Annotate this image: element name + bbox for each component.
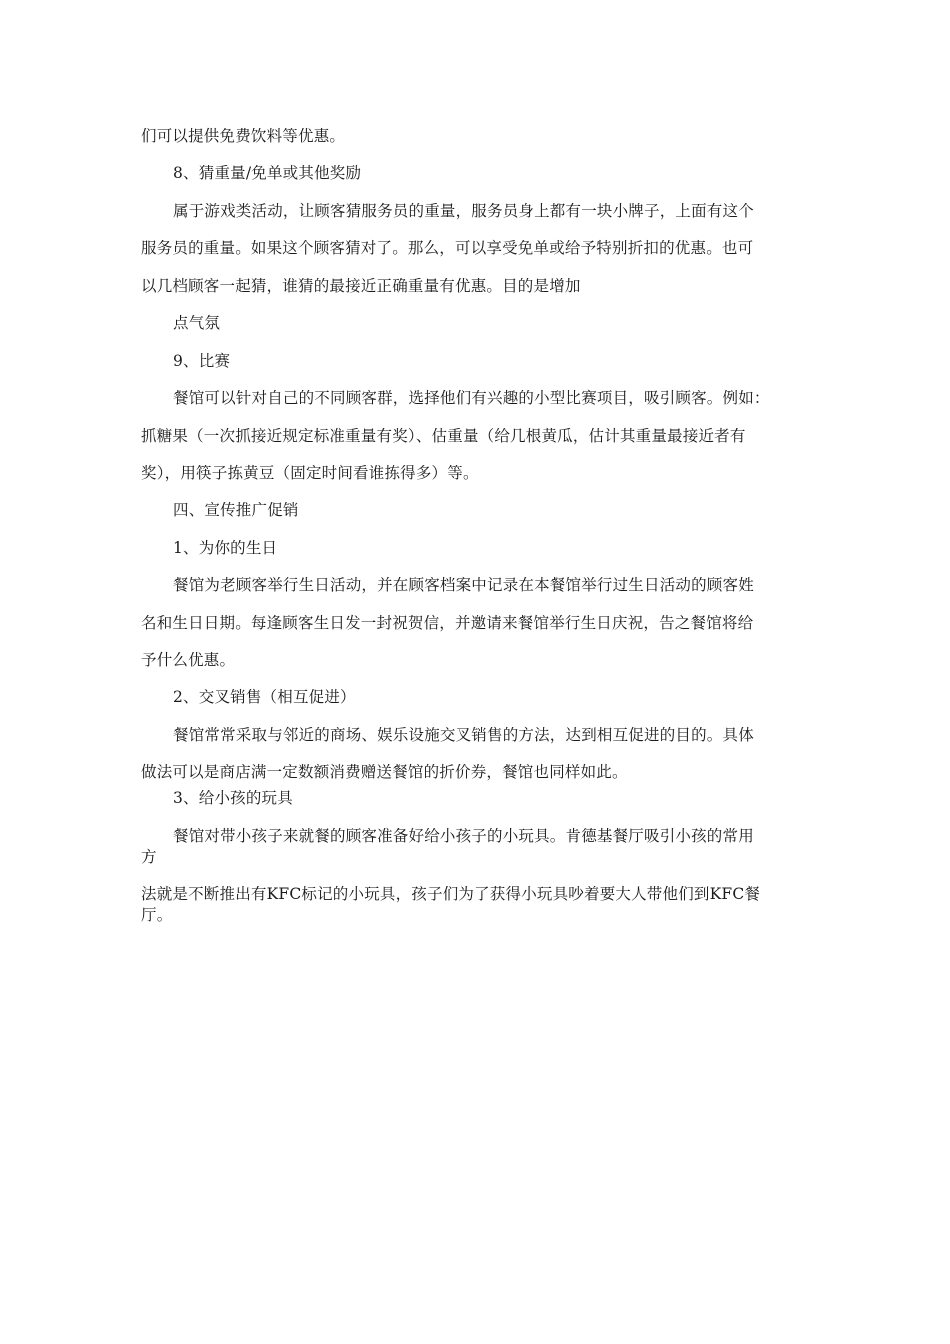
text-line: 名和生日日期。每逢顾客生日发一封祝贺信，并邀请来餐馆举行生日庆祝，告之餐馆将给 <box>141 614 754 632</box>
section-heading: 1、为你的生日 <box>173 539 278 557</box>
text-line: 做法可以是商店满一定数额消费赠送餐馆的折价券，餐馆也同样如此。 <box>141 763 628 781</box>
text-line: 们可以提供免费饮料等优惠。 <box>141 127 346 145</box>
text-line: 法就是不断推出有KFC标记的小玩具，孩子们为了获得小玩具吵着要大人带他们到KFC餐 <box>141 885 761 903</box>
section-heading: 四、宣传推广促销 <box>173 501 299 519</box>
text-line: 抓糖果（一次抓接近规定标准重量有奖）、估重量（给几根黄瓜，估计其重量最接近者有 <box>141 427 746 445</box>
section-heading: 2、交叉销售（相互促进） <box>173 688 356 706</box>
text-line: 方 <box>141 848 157 866</box>
text-line: 属于游戏类活动，让顾客猜服务员的重量，服务员身上都有一块小牌子，上面有这个 <box>173 202 754 220</box>
section-heading: 8、猜重量/免单或其他奖励 <box>173 164 362 182</box>
text-line: 厅。 <box>141 906 173 924</box>
text-line: 餐馆对带小孩子来就餐的顾客准备好给小孩子的小玩具。肯德基餐厅吸引小孩的常用 <box>173 827 754 845</box>
text-line: 餐馆可以针对自己的不同顾客群，选择他们有兴趣的小型比赛项目，吸引顾客。例如： <box>173 389 770 407</box>
text-line: 餐馆常常采取与邻近的商场、娱乐设施交叉销售的方法，达到相互促进的目的。具体 <box>173 726 754 744</box>
text-line: 点气氛 <box>173 314 221 332</box>
text-line: 餐馆为老顾客举行生日活动，并在顾客档案中记录在本餐馆举行过生日活动的顾客姓 <box>173 576 754 594</box>
text-line: 服务员的重量。如果这个顾客猜对了。那么，可以享受免单或给予特别折扣的优惠。也可 <box>141 239 754 257</box>
section-heading: 3、给小孩的玩具 <box>173 789 293 807</box>
section-heading: 9、比赛 <box>173 352 231 370</box>
text-line: 予什么优惠。 <box>141 651 236 669</box>
text-line: 奖），用筷子拣黄豆（固定时间看谁拣得多）等。 <box>141 464 479 482</box>
text-line: 以几档顾客一起猜，谁猜的最接近正确重量有优惠。目的是增加 <box>141 277 581 295</box>
